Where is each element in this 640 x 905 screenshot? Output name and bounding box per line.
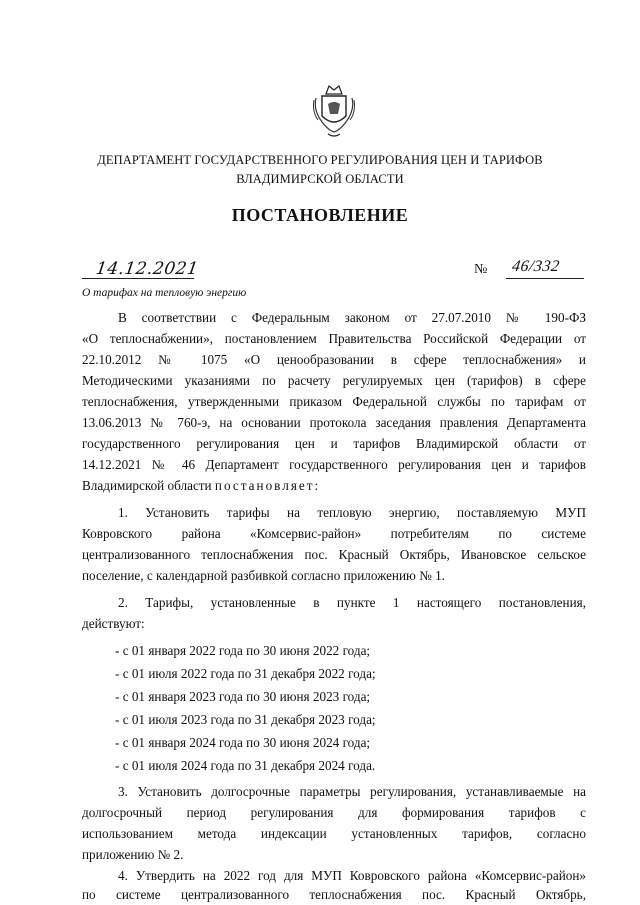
document-title: ПОСТАНОВЛЕНИЕ [231, 205, 409, 225]
document-date: 14.12.2021 [94, 259, 200, 279]
paragraph-line: теплоснабжения, утвержденными приказом Федеральной службы по тарифам от [82, 394, 586, 409]
document-number: 46/332 [510, 258, 561, 275]
period-item: - с 01 января 2023 года по 30 июня 2023 года; [115, 689, 371, 704]
period-item: - с 01 июля 2024 года по 31 декабря 2024 года. [115, 758, 376, 773]
paragraph-line: поселение, с календарной разбивкой согласно приложению № 1. [82, 568, 445, 583]
department-name-line2: ВЛАДИМИРСКОЙ ОБЛАСТИ [236, 172, 404, 186]
paragraph-line: централизованного теплоснабжения пос. Красный Октябрь, Ивановское сельское [82, 547, 586, 562]
paragraph-line [82, 478, 586, 494]
paragraph-line: Методическими указаниями по расчету регулируемых цен (тарифов) в сфере [82, 373, 586, 388]
paragraph-line: 3. Установить долгосрочные параметры регулирования, устанавливаемые на [118, 784, 586, 799]
number-underline [506, 278, 584, 279]
period-item: - с 01 июля 2023 года по 31 декабря 2023 года; [115, 712, 376, 727]
paragraph-line: приложению № 2. [82, 847, 184, 862]
paragraph-line: Ковровского района «Комсервис-район» потребителям по системе [82, 526, 586, 541]
paragraph-line: по системе централизованного теплоснабжения пос. Красный Октябрь, [82, 887, 586, 902]
paragraph-line: 2. Тарифы, установленные в пункте 1 настоящего постановления, [118, 595, 586, 610]
paragraph-line: действуют: [82, 616, 145, 631]
paragraph-line: долгосрочный период регулирования для формирования тарифов с [82, 805, 586, 820]
paragraph-line: использованием метода индексации установленных тарифов, согласно [82, 826, 586, 841]
department-name-line1: ДЕПАРТАМЕНТ ГОСУДАРСТВЕННОГО РЕГУЛИРОВАНИЯ ЦЕН И ТАРИФОВ [97, 153, 543, 167]
paragraph-line: 22.10.2012 № 1075 «О ценообразовании в сфере теплоснабжения» и [82, 352, 586, 367]
number-label: № [474, 262, 488, 277]
paragraph-line: 13.06.2013 № 760-э, на основании протокола заседания правления Департамента [82, 415, 586, 430]
paragraph-line: В соответствии с Федеральным законом от 27.07.2010 № 190-ФЗ [118, 310, 586, 325]
paragraph-line: 14.12.2021 № 46 Департамент государственного регулирования цен и тарифов [82, 457, 586, 472]
date-underline [82, 278, 194, 279]
paragraph-line: 4. Утвердить на 2022 год для МУП Ковровского района «Комсервис-район» [118, 868, 586, 883]
paragraph-line: государственного регулирования цен и тарифов Владимирской области от [82, 436, 586, 451]
period-item: - с 01 января 2022 года по 30 июня 2022 года; [115, 643, 371, 658]
paragraph-line: «О теплоснабжении», постановлением Правительства Российской Федерации от [82, 331, 586, 346]
paragraph-line: 1. Установить тарифы на тепловую энергию, поставляемую МУП [118, 505, 586, 520]
resolution-keyword: постановляет: [214, 478, 321, 493]
document-subject: О тарифах на тепловую энергию [82, 287, 247, 299]
paragraph-text: Владимирской области [82, 478, 215, 493]
coat-of-arms-icon [312, 82, 356, 138]
period-item: - с 01 июля 2022 года по 31 декабря 2022 года; [115, 666, 376, 681]
period-item: - с 01 января 2024 года по 30 июня 2024 года; [115, 735, 371, 750]
